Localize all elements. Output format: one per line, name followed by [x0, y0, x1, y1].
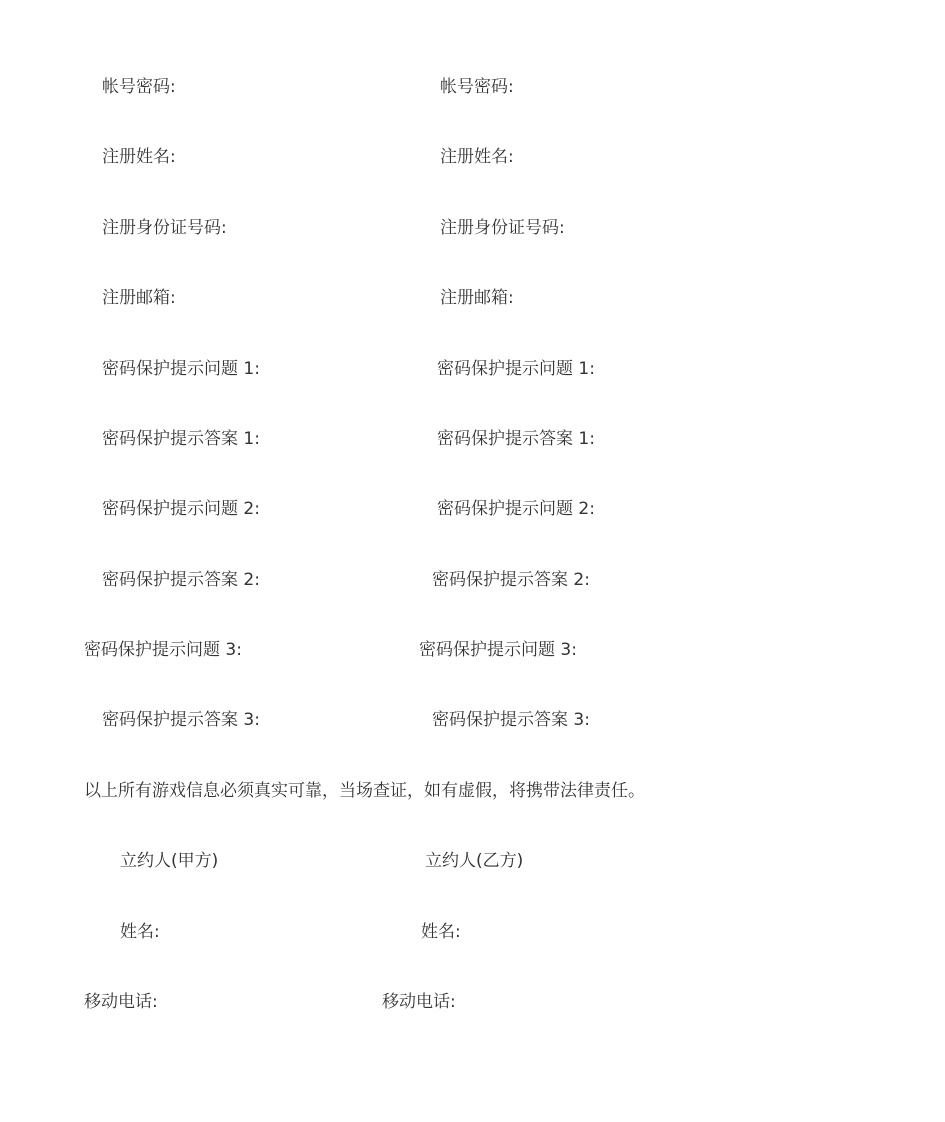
party-a-label: 立约人(甲方)	[120, 851, 219, 871]
legal-statement: 以上所有游戏信息必须真实可靠，当场查证，如有虚假，将携带法律责任。	[84, 781, 645, 801]
left-register-name-label: 注册姓名:	[102, 147, 176, 167]
right-register-id-label: 注册身份证号码:	[440, 218, 565, 238]
party-b-name-label: 姓名:	[421, 922, 461, 942]
left-answer3-label: 密码保护提示答案 3:	[102, 710, 260, 730]
right-answer3-label: 密码保护提示答案 3:	[432, 710, 590, 730]
left-question2-label: 密码保护提示问题 2:	[102, 499, 260, 519]
right-question3-label: 密码保护提示问题 3:	[419, 640, 577, 660]
right-answer1-label: 密码保护提示答案 1:	[437, 429, 595, 449]
party-b-label: 立约人(乙方)	[425, 851, 524, 871]
left-register-id-label: 注册身份证号码:	[102, 218, 227, 238]
right-account-password-label: 帐号密码:	[440, 77, 514, 97]
right-answer2-label: 密码保护提示答案 2:	[432, 570, 590, 590]
left-register-email-label: 注册邮箱:	[102, 288, 176, 308]
party-b-phone-label: 移动电话:	[382, 992, 456, 1012]
party-a-name-label: 姓名:	[120, 922, 160, 942]
left-question1-label: 密码保护提示问题 1:	[102, 359, 260, 379]
right-question1-label: 密码保护提示问题 1:	[437, 359, 595, 379]
right-question2-label: 密码保护提示问题 2:	[437, 499, 595, 519]
left-question3-label: 密码保护提示问题 3:	[84, 640, 242, 660]
party-a-phone-label: 移动电话:	[84, 992, 158, 1012]
right-register-name-label: 注册姓名:	[440, 147, 514, 167]
left-account-password-label: 帐号密码:	[102, 77, 176, 97]
left-answer2-label: 密码保护提示答案 2:	[102, 570, 260, 590]
right-register-email-label: 注册邮箱:	[440, 288, 514, 308]
left-answer1-label: 密码保护提示答案 1:	[102, 429, 260, 449]
